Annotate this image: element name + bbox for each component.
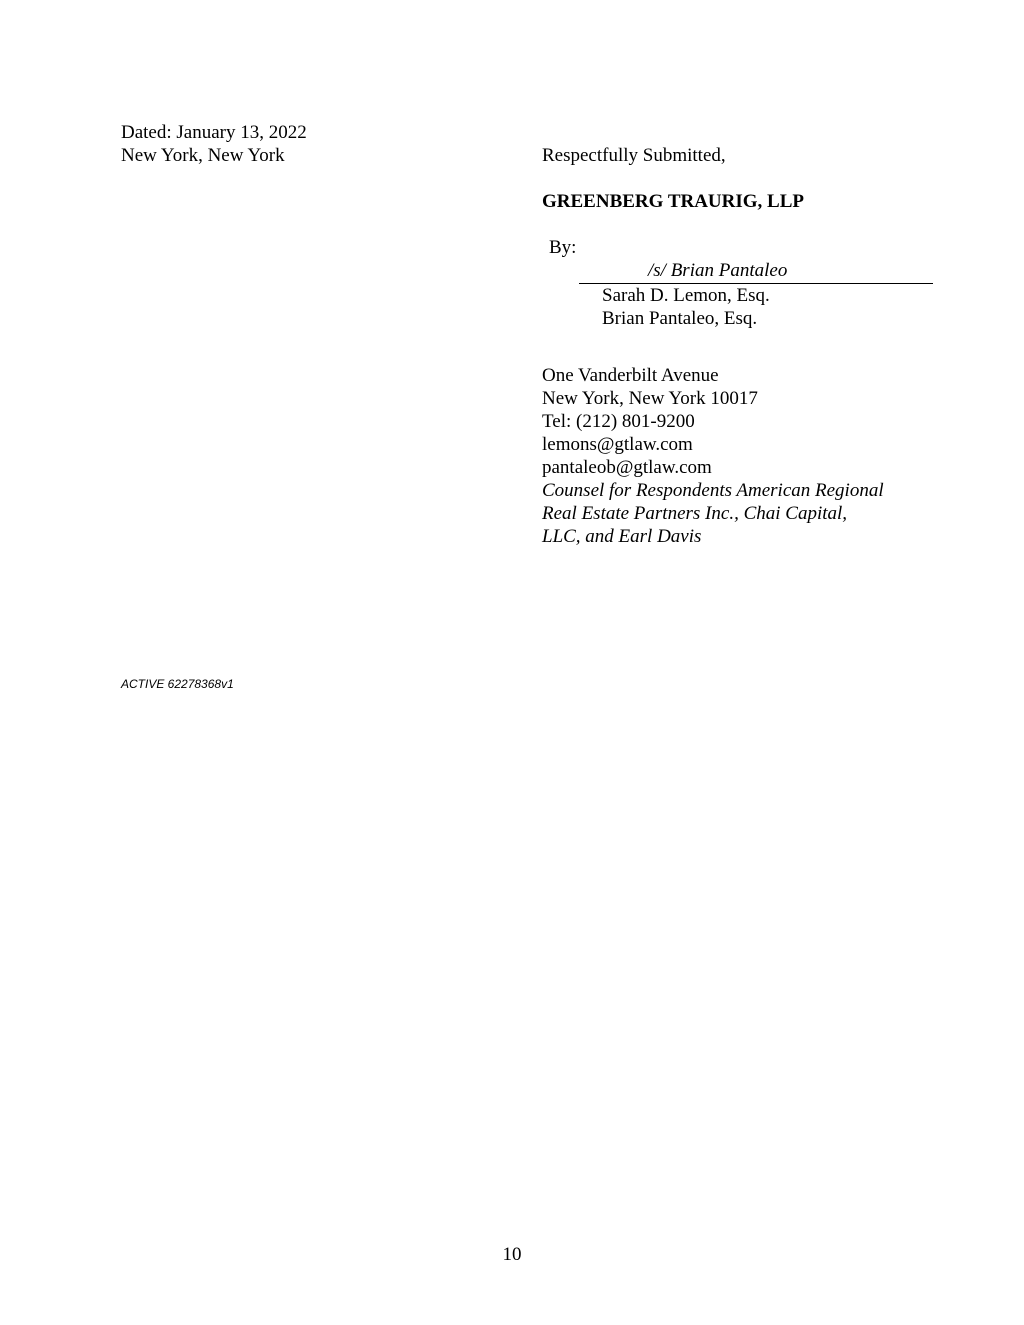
electronic-signature: /s/ Brian Pantaleo <box>648 260 788 281</box>
email-address: lemons@gtlaw.com <box>542 434 693 455</box>
counsel-line: Counsel for Respondents American Regional <box>542 480 884 501</box>
closing-line: Respectfully Submitted, <box>542 145 726 166</box>
counsel-line: LLC, and Earl Davis <box>542 526 702 547</box>
signer-name: Brian Pantaleo, Esq. <box>602 308 758 329</box>
email-address: pantaleob@gtlaw.com <box>542 457 712 478</box>
telephone: Tel: (212) 801-9200 <box>542 411 695 432</box>
document-id: ACTIVE 62278368v1 <box>121 677 234 691</box>
dated-line: Dated: January 13, 2022 <box>121 122 307 143</box>
firm-name: GREENBERG TRAURIG, LLP <box>542 191 805 212</box>
place-line: New York, New York <box>121 145 285 166</box>
address-street: One Vanderbilt Avenue <box>542 365 719 386</box>
page-number: 10 <box>502 1244 522 1265</box>
counsel-line: Real Estate Partners Inc., Chai Capital, <box>542 503 848 524</box>
by-label: By: <box>549 237 577 258</box>
address-city: New York, New York 10017 <box>542 388 758 409</box>
signer-name: Sarah D. Lemon, Esq. <box>602 285 770 306</box>
